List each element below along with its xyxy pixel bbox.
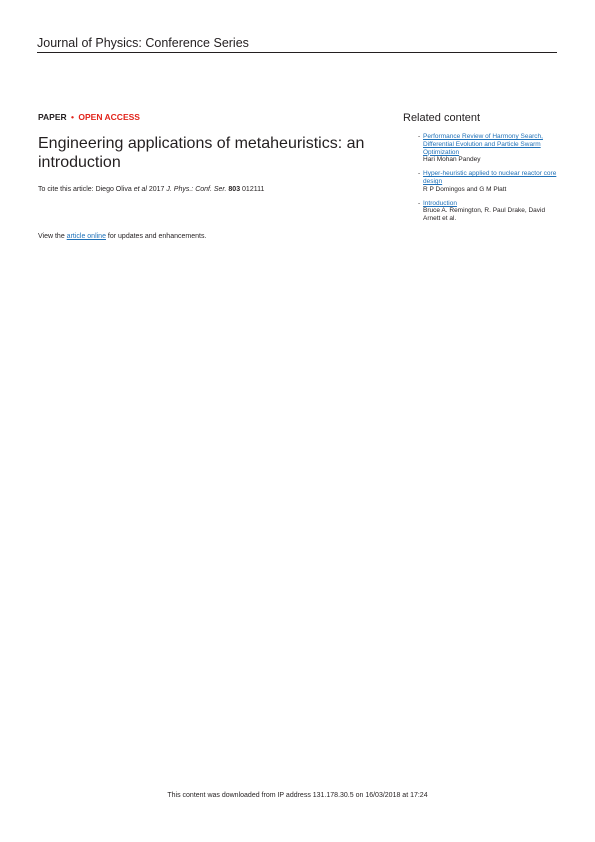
view-prefix: View the <box>38 233 67 240</box>
download-footer: This content was downloaded from IP address 131.178.30.5 on 16/03/2018 at 17:24 <box>167 792 428 799</box>
related-content-panel <box>403 112 563 229</box>
related-item <box>403 170 563 193</box>
paper-label: PAPER <box>38 112 67 122</box>
bullet-icon: - <box>418 199 421 207</box>
related-item-authors: Hari Mohan Pandey <box>423 156 481 164</box>
label-separator: • <box>71 112 75 122</box>
related-item-link[interactable]: Hyper-heuristic applied to nuclear reactor core design <box>423 170 557 185</box>
view-online-line <box>38 233 206 240</box>
related-content-title: Related content <box>403 112 481 124</box>
article-title: Engineering applications of metaheuristics: an introduction <box>38 135 365 171</box>
citation-number: 012111 <box>240 186 265 193</box>
bullet-icon: - <box>418 133 421 140</box>
citation-etal: et al <box>133 186 147 193</box>
view-suffix: for updates and enhancements. <box>105 233 207 240</box>
related-item <box>403 133 563 164</box>
citation-prefix: To cite this article: Diego Oliva <box>38 186 134 193</box>
related-item-authors: Bruce A. Remington, R. Paul Drake, David Arnett et al. <box>423 207 546 223</box>
bullet-icon: - <box>418 170 421 178</box>
open-access-label: OPEN ACCESS <box>78 112 140 122</box>
related-item-authors: R P Domingos and G M Platt <box>423 185 507 193</box>
related-item-link[interactable]: Introduction <box>423 199 457 207</box>
article-type-label <box>38 112 140 122</box>
citation <box>38 186 264 193</box>
related-item-link[interactable]: Performance Review of Harmony Search, Differential Evolution and Particle Swarm Optimization <box>423 133 543 156</box>
citation-year: 2017 <box>146 186 167 193</box>
journal-header: Journal of Physics: Conference Series <box>37 36 557 53</box>
related-item <box>403 200 563 223</box>
citation-journal: J. Phys.: Conf. Ser. <box>166 186 227 193</box>
article-online-link[interactable]: article online <box>66 233 106 240</box>
citation-volume: 803 <box>228 186 241 193</box>
